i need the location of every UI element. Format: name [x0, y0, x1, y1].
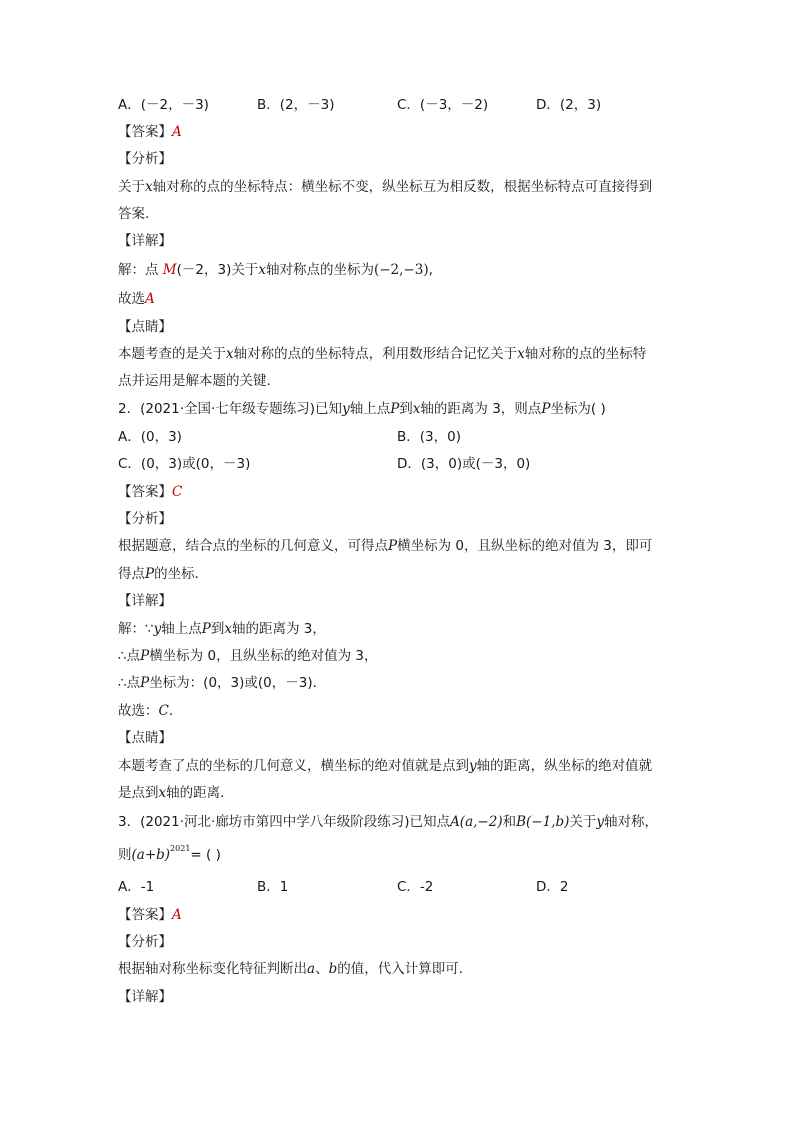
text: 关于	[118, 179, 145, 195]
text: 、	[315, 961, 329, 977]
q3-option-b: B．1	[257, 879, 289, 895]
text: 轴上点	[161, 621, 202, 637]
q3-options	[118, 878, 683, 896]
var-p: P	[145, 566, 155, 582]
q2-answer	[118, 483, 182, 501]
choice: C	[158, 703, 169, 719]
var-p: P	[390, 401, 400, 417]
text: 轴对称的点的坐标特点，利用数形结合记忆关于	[233, 346, 518, 362]
q2-detail-line1	[118, 620, 326, 638]
text: 关于	[231, 262, 259, 278]
math-point-b: B(−1,b)	[516, 814, 570, 830]
text: = ( )	[190, 847, 221, 863]
q1-comment-line1	[118, 345, 646, 363]
q1-comment-line2: 点并运用是解本题的关键.	[118, 373, 271, 389]
q3-analysis-label: 【分析】	[118, 934, 172, 950]
q3-option-a: A．-1	[118, 879, 155, 895]
q1-comment-label: 【点睛】	[118, 319, 172, 335]
text: 到	[210, 621, 225, 637]
text: 则	[118, 847, 132, 863]
answer-label: 【答案】	[118, 484, 172, 500]
q1-option-c: C．(－3，－2)	[397, 97, 489, 113]
q1-answer	[118, 123, 182, 141]
answer-label: 【答案】	[118, 124, 172, 140]
var-y: y	[469, 758, 477, 774]
text: 坐标为：(0，3)或(0，－3)．	[149, 675, 327, 691]
text: ∴点	[118, 648, 141, 664]
text: 本题考查了点的坐标的几何意义，横坐标的绝对值就是点到	[118, 758, 469, 774]
var-p: P	[201, 621, 211, 637]
choice: A	[145, 291, 155, 307]
text: 轴的距离为 3，	[231, 621, 326, 637]
text: 关于	[569, 814, 597, 830]
text: 轴的距离为 3，则点	[420, 401, 542, 417]
var-x: x	[145, 179, 153, 195]
text: 本题考查的是关于	[118, 346, 226, 362]
q2-options-row2	[118, 455, 683, 473]
q1-option-a: A．(－2，－3)	[118, 97, 209, 113]
q3-option-d: D．2	[536, 879, 569, 895]
text: 到	[399, 401, 413, 417]
text: 3．(2021·河北·廊坊市第四中学八年级阶段练习)已知点	[118, 814, 451, 830]
text: 2．(2021·全国·七年级专题练习)已知	[118, 401, 343, 417]
var-x: x	[258, 262, 266, 278]
text: ．	[168, 703, 183, 719]
q2-analysis-label: 【分析】	[118, 511, 172, 527]
var-x: x	[517, 346, 525, 362]
var-b: b	[328, 961, 338, 977]
text: 解：点	[118, 262, 159, 278]
q3-stem-line2	[118, 846, 221, 864]
text: 轴对称的点的坐标特点：横坐标不变，纵坐标互为相反数，根据坐标特点可直接得到	[152, 179, 653, 195]
text: 轴的距离．	[166, 785, 234, 801]
text: 根据轴对称坐标变化特征判断出	[118, 961, 307, 977]
var-y: y	[342, 401, 350, 417]
q3-option-c: C．-2	[397, 879, 434, 895]
text: 坐标为( )	[550, 401, 606, 417]
var-p: P	[388, 538, 398, 554]
q2-analysis-line2	[118, 565, 208, 583]
text: 横坐标为 0，且纵坐标的绝对值为 3，即可	[397, 538, 653, 554]
q1-option-b: B．(2，－3)	[257, 97, 335, 113]
var-p: P	[541, 401, 551, 417]
text: 轴对称的点的坐标特	[524, 346, 647, 362]
text: 根据题意，结合点的坐标的几何意义，可得点	[118, 538, 388, 554]
math-result: (−2,−3)	[373, 262, 429, 278]
text: 轴上点	[349, 401, 391, 417]
math-point-a: A(a,−2)	[450, 814, 503, 830]
q3-answer-value: A	[172, 907, 182, 923]
text: 的值，代入计算即可．	[337, 961, 473, 977]
text: 和	[502, 814, 517, 830]
q1-option-d: D．(2，3)	[536, 97, 602, 113]
q2-option-a: A．(0，3)	[118, 429, 182, 445]
var-y: y	[596, 814, 605, 830]
q2-answer-value: C	[172, 484, 183, 500]
q3-detail-label: 【详解】	[118, 989, 172, 1005]
q2-stem	[118, 400, 606, 418]
q2-comment-line1	[118, 757, 652, 775]
text: 故选：	[118, 703, 159, 719]
math-expr: (a+b)	[131, 847, 171, 863]
q2-options-row1	[118, 428, 683, 446]
var-x: x	[158, 785, 167, 801]
q1-analysis-line2: 答案.	[118, 206, 150, 222]
q3-analysis-line1	[118, 960, 472, 978]
var-p: P	[140, 675, 150, 691]
q1-detail-label: 【详解】	[118, 233, 172, 249]
text: 轴对称点的坐标为	[265, 262, 374, 278]
text: (－2，3)	[176, 262, 232, 278]
q2-detail-line2	[118, 647, 377, 665]
q2-detail-label: 【详解】	[118, 593, 172, 609]
text: 轴的距离，纵坐标的绝对值就	[476, 758, 653, 774]
var-a: a	[307, 961, 316, 977]
var-y: y	[153, 621, 162, 637]
q1-analysis-line1	[118, 178, 652, 196]
var-x: x	[412, 401, 421, 417]
q3-stem-line1	[118, 813, 658, 831]
var-x: x	[226, 346, 234, 362]
text: 轴对称，	[604, 814, 659, 830]
point-m: M	[162, 262, 177, 278]
text: 的坐标．	[154, 566, 209, 582]
q2-option-d: D．(3，0)或(－3，0)	[397, 456, 531, 472]
text: 横坐标为 0，且纵坐标的绝对值为 3，	[149, 648, 378, 664]
text: ∴点	[118, 675, 141, 691]
text: 解：∵	[118, 621, 154, 637]
q1-analysis-label: 【分析】	[118, 151, 172, 167]
q2-option-c: C．(0，3)或(0，－3)	[118, 456, 251, 472]
q2-option-b: B．(3，0)	[397, 429, 461, 445]
q2-detail-line3	[118, 674, 326, 692]
q3-answer	[118, 906, 182, 924]
text: 得点	[118, 566, 145, 582]
q2-comment-label: 【点睛】	[118, 730, 172, 746]
q1-detail-line2	[118, 290, 155, 308]
exponent: 2021	[170, 844, 191, 853]
var-x: x	[224, 621, 232, 637]
q2-detail-line4	[118, 702, 182, 720]
answer-label: 【答案】	[118, 907, 172, 923]
text: 是点到	[118, 785, 159, 801]
q1-detail-line1: 解：点 M(－2，3)关于x轴对称点的坐标为(−2,−3),	[118, 262, 433, 278]
q2-comment-line2	[118, 784, 234, 802]
q2-analysis-line1	[118, 537, 652, 555]
q1-answer-value: A	[172, 124, 182, 140]
q1-options	[118, 96, 683, 114]
text: 故选	[118, 291, 145, 307]
var-p: P	[140, 648, 150, 664]
